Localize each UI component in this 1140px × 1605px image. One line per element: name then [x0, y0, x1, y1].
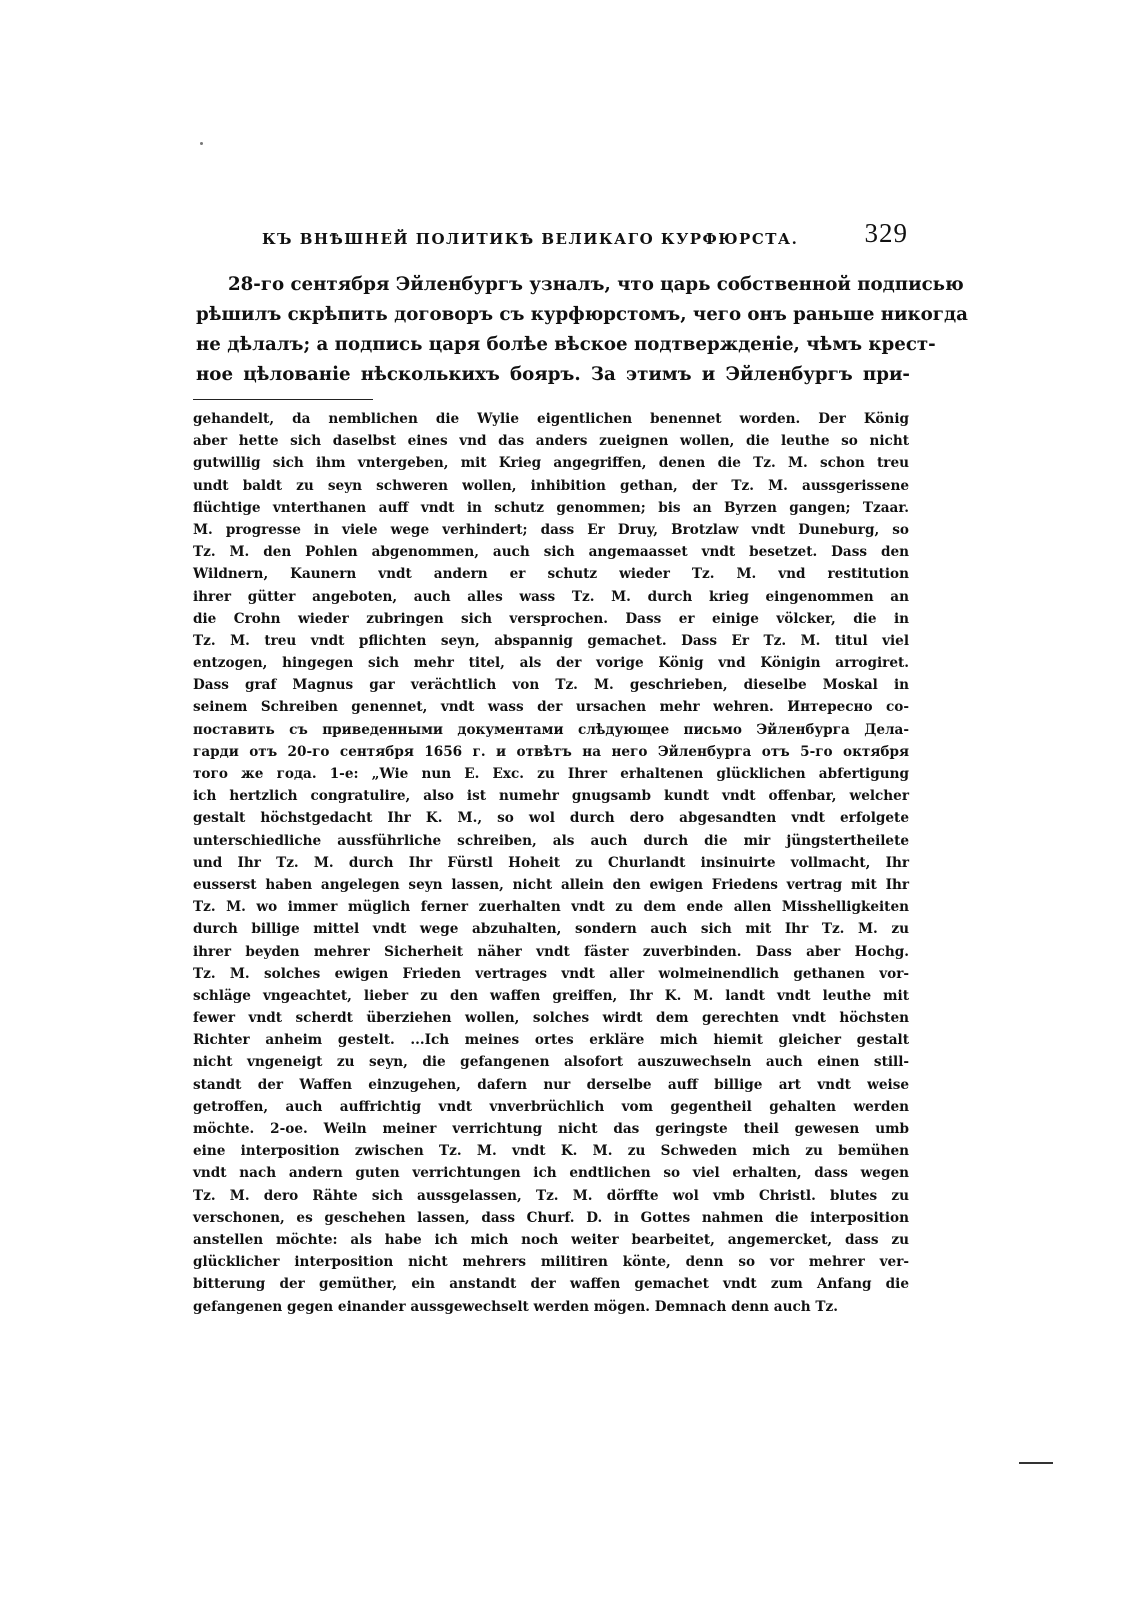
- footnote-line: möchte. 2-oe. Weiln meiner verrichtung nicht das geringste theil gewesen umb: [193, 1121, 909, 1137]
- footnote-line: seinem Schreiben genennet, vndt wass der ursachen mehr wehren. Интересно со-: [193, 699, 909, 716]
- main-text-line: ное цѣлованіе нѣсколькихъ бояръ. За этимъ и Эйленбургъ при-: [196, 364, 910, 385]
- footnote-line: Tz. M. den Pohlen abgenommen, auch sich angemaasset vndt besetzet. Dass den: [193, 544, 909, 561]
- footnote-line: eusserst haben angelegen seyn lassen, nicht allein den ewigen Friedens vertrag mit Ihr: [193, 876, 909, 893]
- footnote-line: standt der Waffen einzugehen, dafern nur derselbe auff billige art vndt weise: [193, 1076, 909, 1093]
- footnote-line: bitterung der gemüther, ein anstandt der waffen gemachet vndt zum Anfang die: [193, 1276, 909, 1293]
- footnote-line: verschonen, es geschehen lassen, dass Churf. D. in Gottes nahmen die interposition: [193, 1209, 909, 1226]
- margin-dash: [1019, 1462, 1053, 1464]
- footnote-line: gutwillig sich ihm vntergeben, mit Krieg angegriffen, denen die Tz. M. schon treu: [193, 455, 909, 472]
- footnote-line: Tz. M. wo immer müglich ferner zuerhalten vndt zu dem ende allen Misshelligkeiten: [193, 899, 909, 916]
- main-text-line: не дѣлалъ; а подпись царя болѣе вѣское подтвержденіе, чѣмъ крест-: [196, 334, 936, 355]
- main-text-line: 28-го сентября Эйленбургъ узналъ, что царь собственной подписью: [228, 274, 964, 295]
- footnote-line: Tz. M. dero Rähte sich aussgelassen, Tz. M. dörffte wol vmb Christl. blutes zu: [193, 1187, 909, 1204]
- footnote-line: glücklicher interposition nicht mehrers militiren könte, denn so vor mehrer ver-: [193, 1254, 909, 1271]
- main-text: [196, 270, 968, 390]
- footnote-line: anstellen möchte: als habe ich mich noch weiter bearbeitet, angemercket, dass zu: [193, 1231, 909, 1248]
- footnote-line: gehandelt, da nemblichen die Wylie eigentlichen benennet worden. Der König: [193, 411, 909, 427]
- footnote-line: vndt nach andern guten verrichtungen ich endtlichen so viel erhalten, dass wegen: [193, 1165, 909, 1182]
- footnote-line: Richter anheim gestelt. ...Ich meines ortes erkläre mich hiemit gleicher gestalt: [193, 1032, 909, 1049]
- footnote-line: die Crohn wieder zubringen sich versprochen. Dass er einige völcker, die in: [193, 610, 909, 627]
- footnote-line: getroffen, auch auffrichtig vndt vnverbrüchlich vom gegentheil gehalten werden: [193, 1098, 909, 1115]
- footnote-line: ihrer beyden mehrer Sicherheit näher vndt fäster zuverbinden. Dass aber Hochg.: [193, 943, 909, 960]
- footnote-line: Tz. M. solches ewigen Frieden vertrages vndt aller wolmeinendlich gethanen vor-: [193, 965, 909, 982]
- footnote-line: nicht vngeneigt zu seyn, die gefangenen alsofort auszuwechseln auch einen still-: [193, 1054, 909, 1071]
- footnote-line: M. progresse in viele wege verhindert; dass Er Druy, Brotzlaw vndt Duneburg, so: [193, 521, 909, 538]
- running-head: КЪ ВНѢШНЕЙ ПОЛИТИКѢ ВЕЛИКАГО КУРФЮРСТА.: [262, 230, 799, 248]
- footnote-line: gestalt höchstgedacht Ihr K. M., so wol durch dero abgesandten vndt erfolgete: [193, 810, 909, 827]
- footnote-line: unterschiedliche aussführliche schreiben, als auch durch die mir jüngstertheilete: [193, 832, 909, 849]
- footnote-line: того же года. 1-е: „Wie nun E. Exc. zu Ihrer erhaltenen glücklichen abfertigung: [193, 766, 909, 782]
- footnote-line: entzogen, hingegen sich mehr titel, als der vorige König vnd Königin arrogiret.: [193, 655, 909, 672]
- footnote-line: Wildnern, Kaunern vndt andern er schutz wieder Tz. M. vnd restitution: [193, 566, 909, 583]
- footnote-line: Tz. M. treu vndt pflichten seyn, abspannig gemachet. Dass Er Tz. M. titul viel: [193, 632, 909, 649]
- footnote-line: гарди отъ 20-го сентября 1656 г. и отвѣтъ на него Эйленбурга отъ 5-го октября: [193, 743, 909, 760]
- page-number: 329: [864, 218, 908, 248]
- footnote-line: eine interposition zwischen Tz. M. vndt K. M. zu Schweden mich zu bemühen: [193, 1143, 909, 1160]
- footnote-line: ich hertzlich congratulire, also ist numehr gnugsamb kundt vndt offenbar, welcher: [193, 788, 909, 805]
- footnote-line: ihrer gütter angeboten, auch alles wass Tz. M. durch krieg eingenommen an: [193, 588, 909, 605]
- footnote-line: undt baldt zu seyn schweren wollen, inhibition gethan, der Tz. M. aussgerissene: [193, 477, 909, 494]
- footnote-text: [193, 408, 909, 1318]
- page-speck: [200, 142, 203, 145]
- footnote-rule: [193, 399, 373, 400]
- footnote-line: durch billige mittel vndt wege abzuhalten, sondern auch sich mit Ihr Tz. M. zu: [193, 921, 909, 938]
- footnote-line: Dass graf Magnus gar verächtlich von Tz. M. geschrieben, dieselbe Moskal in: [193, 677, 909, 694]
- footnote-line: fewer vndt scherdt überziehen wollen, solches wirdt dem gerechten vndt höchsten: [193, 1010, 909, 1027]
- footnote-line: поставить съ приведенными документами слѣдующее письмо Эйленбурга Дела-: [193, 721, 909, 738]
- footnote-line: flüchtige vnterthanen auff vndt in schutz genommen; bis an Byrzen gangen; Tzaar.: [193, 499, 909, 516]
- page-header: [262, 218, 908, 258]
- footnote-line: aber hette sich daselbst eines vnd das anders zueignen wollen, die leuthe so nicht: [193, 433, 909, 450]
- main-text-line: рѣшилъ скрѣпить договоръ съ курфюрстомъ, чего онъ раньше никогда: [196, 304, 968, 325]
- footnote-line: und Ihr Tz. M. durch Ihr Fürstl Hoheit zu Churlandt insinuirte vollmacht, Ihr: [193, 854, 909, 871]
- footnote-line: gefangenen gegen einander aussgewechselt werden mögen. Demnach denn auch Tz.: [193, 1298, 838, 1315]
- footnote-line: schläge vngeachtet, lieber zu den waffen greiffen, Ihr K. M. landt vndt leuthe mit: [193, 987, 909, 1004]
